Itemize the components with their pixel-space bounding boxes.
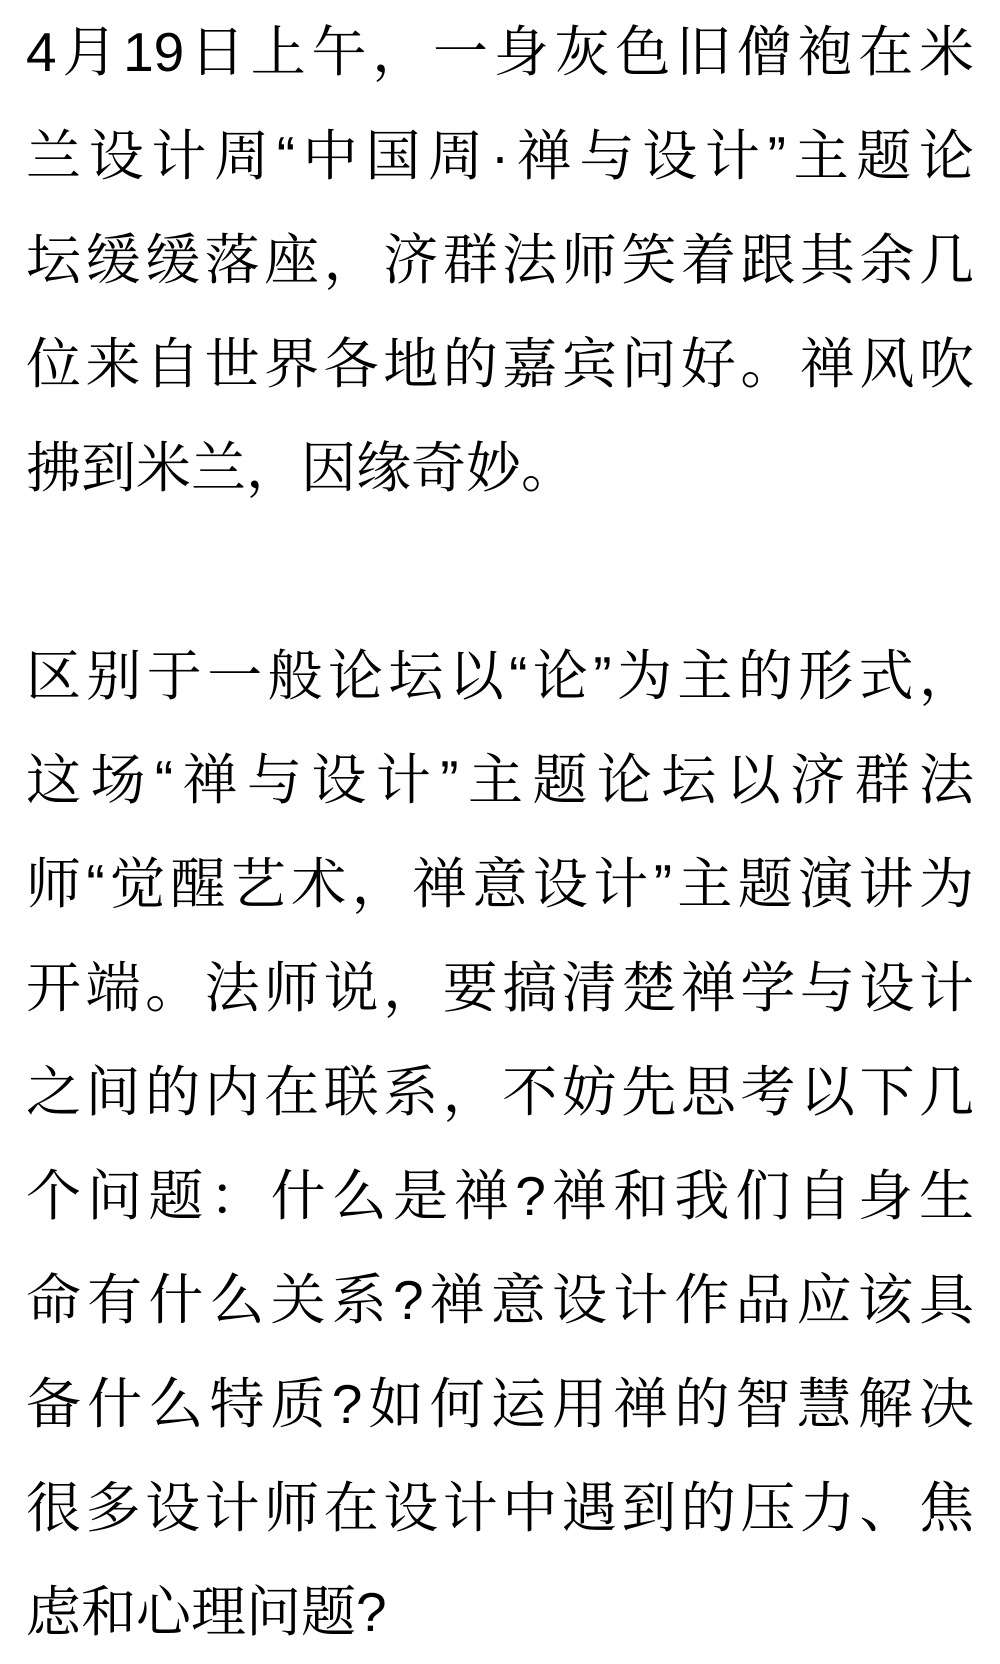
text-line: 很多设计师在设计中遇到的压力、焦	[26, 1477, 974, 1539]
text-line: 兰设计周“中国周·禅与设计”主题论	[26, 125, 974, 187]
paragraph	[26, 624, 974, 1664]
text-line: 位来自世界各地的嘉宾问好。禅风吹	[26, 333, 974, 395]
text-line: 拂到米兰，因缘奇妙。	[26, 437, 577, 499]
text-line: 之间的内在联系，不妨先思考以下几	[26, 1061, 974, 1123]
text-line: 4月19日上午，一身灰色旧僧袍在米	[26, 21, 974, 83]
text-line: 虑和心理问题?	[26, 1581, 387, 1643]
text-line: 师“觉醒艺术，禅意设计”主题演讲为	[26, 853, 974, 915]
text-line: 坛缓缓落座，济群法师笑着跟其余几	[26, 229, 974, 291]
text-line: 备什么特质?如何运用禅的智慧解决	[26, 1373, 974, 1435]
paragraph	[26, 0, 974, 520]
text-line: 这场“禅与设计”主题论坛以济群法	[26, 749, 974, 811]
text-line: 开端。法师说，要搞清楚禅学与设计	[26, 957, 974, 1019]
text-line: 区别于一般论坛以“论”为主的形式，	[26, 645, 974, 707]
text-line: 个问题：什么是禅?禅和我们自身生	[26, 1165, 974, 1227]
text-line: 命有什么关系?禅意设计作品应该具	[26, 1269, 974, 1331]
